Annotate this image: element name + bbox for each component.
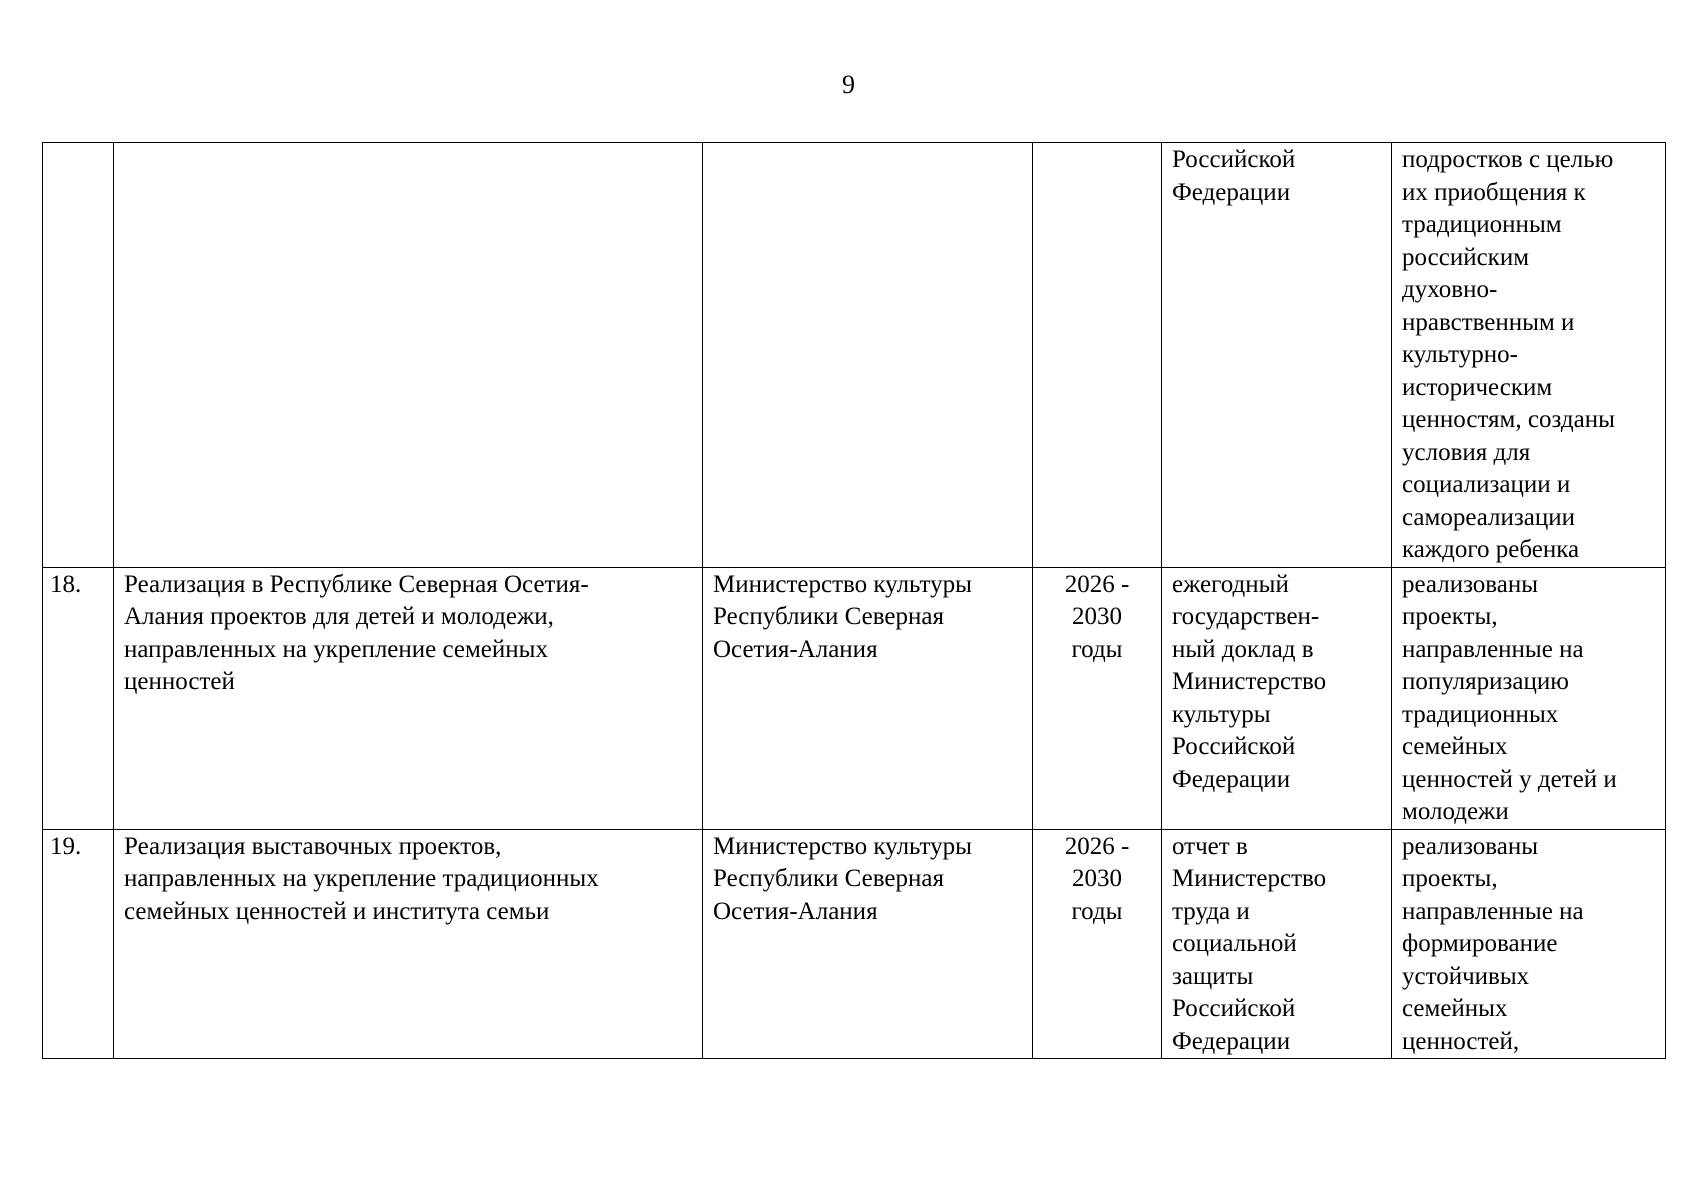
page-number: 9 (842, 70, 855, 99)
text-line: годы (1071, 897, 1123, 925)
cell-action (114, 143, 703, 568)
text-line: культурно- (1402, 341, 1518, 368)
cell-responsible (703, 567, 1033, 829)
text-line: Осетия-Алания (713, 897, 878, 925)
text-line: социальной (1172, 930, 1297, 957)
text-line: ный доклад в (1172, 635, 1314, 663)
cell-report (1162, 567, 1392, 829)
text-line: подростков с целью (1402, 146, 1614, 173)
text-line: проекты, (1402, 865, 1498, 892)
text-line: годы (1071, 635, 1123, 663)
text-line: традиционных (1402, 700, 1559, 728)
cell-action (114, 567, 703, 829)
text-line: молодежи (1402, 798, 1509, 825)
cell-report (1162, 143, 1392, 568)
text-line: Республики Северная (713, 603, 944, 630)
text-line: труда и (1172, 897, 1250, 925)
text-line: Федерации (1172, 178, 1291, 206)
text-line: Республики Северная (713, 865, 944, 892)
cell-responsible (703, 143, 1033, 568)
text-line: Российской (1172, 733, 1296, 760)
row-number: 18. (50, 570, 82, 598)
text-line: защиты (1172, 962, 1254, 990)
text-line: культуры (1172, 700, 1271, 728)
text-line: 2030 (1072, 865, 1122, 892)
table-row (43, 567, 1666, 829)
text-line: каждого ребенка (1402, 536, 1580, 563)
text-line: 2030 (1072, 603, 1122, 630)
text-line: 2026 - (1064, 570, 1130, 598)
text-line: направленные на (1402, 897, 1584, 925)
cell-period (1033, 143, 1162, 568)
text-line: нравственным и (1402, 308, 1575, 336)
cell-result (1392, 143, 1666, 568)
cell-number (43, 567, 114, 829)
text-line: направленных на укрепление традиционных (124, 865, 599, 892)
text-line: Министерство (1172, 865, 1327, 892)
cell-result (1392, 567, 1666, 829)
text-line: Реализация в Республике Северная Осетия- (124, 570, 589, 598)
text-line: реализованы (1402, 570, 1539, 598)
text-line: формирование (1402, 930, 1558, 957)
cell-result (1392, 829, 1666, 1059)
text-line: Министерство (1172, 668, 1327, 695)
text-line: Федерации (1172, 765, 1291, 793)
text-line: ежегодный (1172, 570, 1289, 598)
text-line: самореализации (1402, 503, 1575, 531)
text-line: Реализация выставочных проектов, (124, 832, 502, 860)
text-line: Министерство культуры (713, 832, 972, 860)
cell-responsible (703, 829, 1033, 1059)
text-line: ценностей (124, 668, 235, 695)
text-line: социализации и (1402, 471, 1571, 498)
cell-number (43, 829, 114, 1059)
text-line: российским (1402, 243, 1530, 271)
text-line: семейных ценностей и института семьи (124, 897, 550, 925)
text-line: Федерации (1172, 1027, 1291, 1055)
cell-report (1162, 829, 1392, 1059)
text-line: их приобщения к (1402, 178, 1586, 206)
text-line: ценностей, (1402, 1027, 1520, 1055)
text-line: Осетия-Алания (713, 635, 878, 663)
text-line: ценностям, созданы (1402, 406, 1615, 433)
table-row (43, 829, 1666, 1059)
cell-action (114, 829, 703, 1059)
cell-period (1033, 567, 1162, 829)
text-line: 2026 - (1064, 832, 1130, 860)
text-line: историческим (1402, 373, 1553, 401)
text-line: направленные на (1402, 635, 1584, 663)
text-line: Министерство культуры (713, 570, 972, 598)
text-line: отчет в (1172, 832, 1248, 860)
text-line: реализованы (1402, 832, 1539, 860)
text-line: семейных (1402, 995, 1508, 1022)
text-line: проекты, (1402, 603, 1498, 630)
cell-number (43, 143, 114, 568)
text-line: направленных на укрепление семейных (124, 635, 548, 663)
text-line: популяризацию (1402, 668, 1569, 695)
text-line: Алания проектов для детей и молодежи, (124, 603, 554, 630)
text-line: традиционным (1402, 211, 1562, 238)
row-number: 19. (50, 832, 82, 860)
text-line: семейных (1402, 733, 1508, 760)
text-line: ценностей у детей и (1402, 765, 1617, 793)
measures-table (42, 142, 1666, 1059)
table-row (43, 143, 1666, 568)
text-line: устойчивых (1402, 962, 1530, 990)
cell-period (1033, 829, 1162, 1059)
text-line: духовно- (1402, 276, 1498, 303)
text-line: государствен- (1172, 603, 1320, 630)
text-line: условия для (1402, 438, 1531, 466)
text-line: Российской (1172, 146, 1296, 173)
text-line: Российской (1172, 995, 1296, 1022)
